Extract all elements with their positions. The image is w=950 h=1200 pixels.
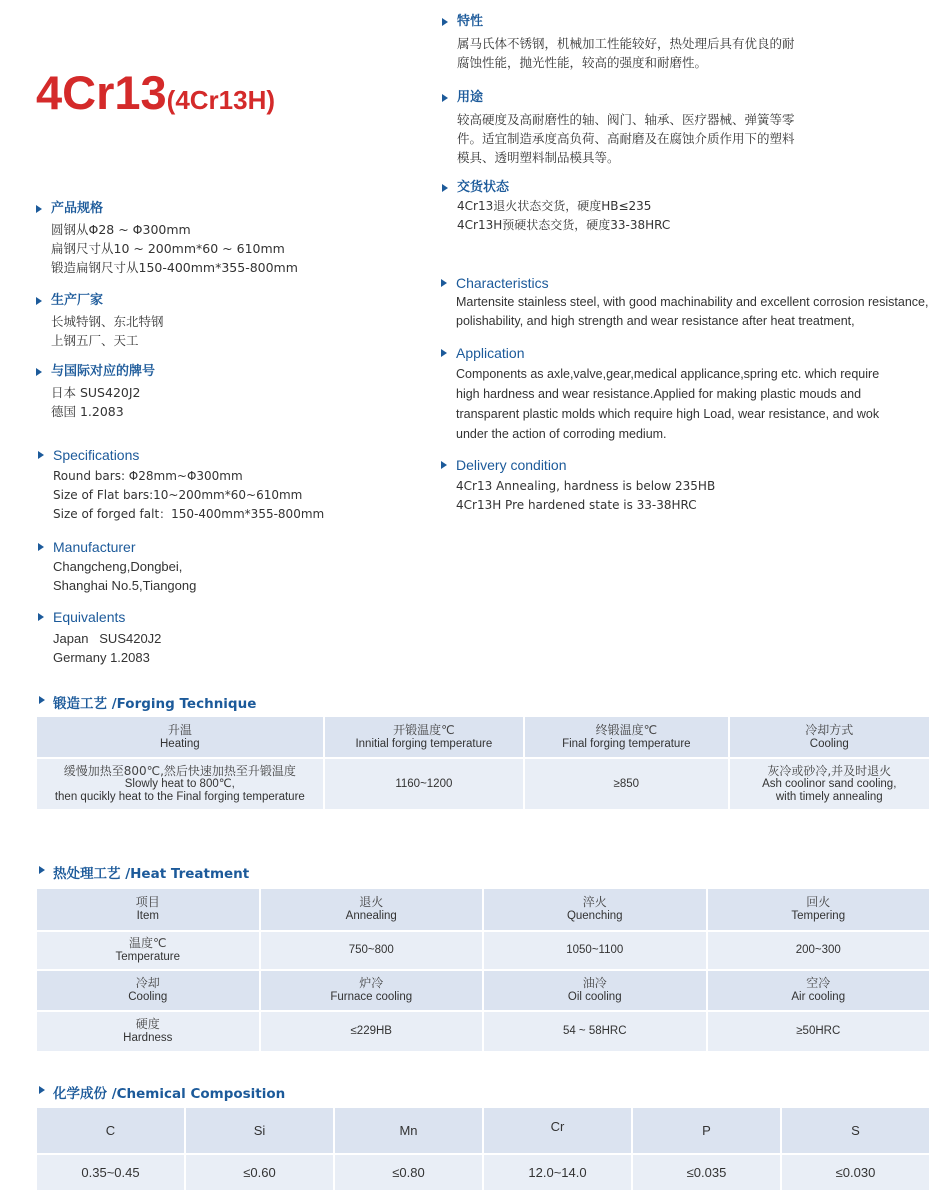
heat-cell: ≥50HRC [708, 1012, 930, 1051]
heat-cell [37, 932, 259, 969]
en-equiv-heading: Equivalents [36, 608, 161, 626]
cell-cn: 温度℃ [129, 936, 167, 950]
cell-en: then qucikly heat to the Final forging temperature [54, 790, 305, 803]
cell-en: Furnace cooling [330, 991, 413, 1003]
cn-equiv-heading: 与国际对应的牌号 [34, 363, 155, 381]
chem-value-cell: ≤0.80 [335, 1155, 482, 1190]
chem-element-cell: Mn [335, 1108, 482, 1153]
en-equiv-line: Japan SUS420J2 [53, 631, 162, 646]
heat-cell [37, 889, 259, 930]
heat-cell [484, 971, 706, 1010]
cell-en: Heating [160, 737, 200, 750]
cn-usage-line: 件。适宜制造承度高负荷、高耐磨及在腐蚀介质作用下的塑料 [457, 131, 795, 146]
chem-value-cell: 12.0~14.0 [484, 1155, 631, 1190]
cell-en: Temperature [115, 951, 181, 963]
en-specs-line: Size of Flat bars:10~200mm*60~610mm [53, 488, 303, 502]
cell-cn: 回火 [806, 895, 831, 909]
heat-cell [261, 889, 483, 930]
en-equiv-line: Germany 1.2083 [53, 650, 150, 665]
heat-cell [37, 971, 259, 1010]
cn-maker-heading: 生产厂家 [34, 292, 164, 310]
forging-head-cell [37, 717, 323, 757]
en-specs-section [36, 446, 324, 524]
cell-cn: 灰冷或砂冷,并及时退火 [767, 763, 892, 778]
en-delivery-heading: Delivery condition [439, 456, 715, 474]
cn-equiv-section [34, 363, 155, 421]
cell-cn: 硬度 [135, 1017, 160, 1031]
en-specs-heading: Specifications [36, 446, 324, 464]
cell-cn: 升温 [167, 722, 192, 737]
forging-head-cell [325, 717, 523, 757]
cell-en: with timely annealing [775, 790, 883, 803]
en-delivery-line: 4Cr13H Pre hardened state is 33-38HRC [456, 498, 697, 512]
chem-element-row [37, 1108, 929, 1153]
forging-header-row [37, 717, 929, 757]
heat-cell [484, 889, 706, 930]
heat-row [37, 932, 929, 969]
cn-specs-line: 扁钢尺寸从10 ~ 200mm*60 ~ 610mm [51, 241, 285, 256]
cn-properties-line: 属马氏体不锈钢，机械加工性能较好，热处理后具有优良的耐 [457, 36, 795, 51]
heat-row [37, 1012, 929, 1051]
en-maker-line: Shanghai No.5,Tiangong [53, 578, 197, 593]
chem-element-cell: C [37, 1108, 184, 1153]
forging-cell: 1160~1200 [325, 759, 523, 809]
cell-en: Cooling [128, 991, 168, 1003]
forging-cell [730, 759, 929, 809]
forging-heading: 锻造工艺 /Forging Technique [36, 692, 256, 712]
cell-cn: 空冷 [806, 976, 831, 990]
cell-cn: 冷却方式 [805, 722, 854, 737]
cell-en: Innitial forging temperature [355, 737, 493, 750]
cell-en: Ash coolinor sand cooling, [762, 777, 897, 790]
cell-cn: 炉冷 [359, 976, 384, 990]
cell-en: Oil cooling [567, 991, 622, 1003]
heat-row [37, 971, 929, 1010]
heat-cell: 750~800 [261, 932, 483, 969]
cell-cn: 缓慢加热至800℃,然后快速加热至升锻温度 [63, 763, 296, 778]
cn-properties-line: 腐蚀性能，抛光性能，较高的强度和耐磨性。 [457, 55, 708, 70]
chem-value-cell: ≤0.030 [782, 1155, 929, 1190]
heat-cell [261, 971, 483, 1010]
cell-en: Final forging temperature [562, 737, 691, 750]
heat-heading: 热处理工艺 /Heat Treatment [36, 862, 249, 882]
chem-heading: 化学成份 /Chemical Composition [36, 1082, 285, 1102]
grade-main: 4Cr13 [36, 66, 167, 119]
cell-cn: 开锻温度℃ [393, 722, 455, 737]
cn-maker-line: 长城特钢、东北特钢 [51, 314, 164, 329]
chem-element-cell: P [633, 1108, 780, 1153]
cn-specs-line: 圆钢从Φ28 ~ Φ300mm [51, 222, 191, 237]
en-delivery-line: 4Cr13 Annealing, hardness is below 235HB [456, 479, 716, 493]
cn-specs-section [34, 200, 298, 277]
forging-table [35, 715, 931, 811]
grade-title [36, 66, 275, 127]
chem-element-cell: Cr [484, 1108, 631, 1153]
cell-en: Hardness [123, 1032, 173, 1044]
cell-cn: 终锻温度℃ [595, 722, 658, 737]
grade-sub: (4Cr13H) [166, 85, 276, 115]
cn-usage-line: 较高硬度及高耐磨性的轴、阀门、轴承、医疗器械、弹簧等零 [457, 112, 795, 127]
cn-delivery-line: 4Cr13退火状态交货，硬度HB≤235 [457, 199, 652, 213]
en-application-section [439, 344, 909, 444]
en-maker-line: Changcheng,Dongbei, [53, 559, 183, 574]
cn-delivery-heading: 交货状态 [440, 179, 670, 197]
cell-cn: 油冷 [582, 976, 607, 990]
cn-delivery-line: 4Cr13H预硬状态交货，硬度33-38HRC [457, 218, 671, 232]
cn-maker-section [34, 292, 164, 350]
heat-cell [708, 889, 930, 930]
cn-properties-section [440, 13, 795, 72]
heat-row [37, 889, 929, 930]
cn-usage-section [440, 89, 795, 167]
cell-cn: 冷却 [135, 976, 160, 990]
chem-table [35, 1106, 931, 1192]
cell-cn: 淬火 [582, 895, 607, 909]
cn-maker-line: 上钢五厂、天工 [51, 333, 139, 348]
cell-en: Annealing [345, 910, 397, 922]
heat-cell [708, 971, 930, 1010]
heat-cell: 54 ~ 58HRC [484, 1012, 706, 1051]
en-specs-line: Round bars: Φ28mm~Φ300mm [53, 469, 243, 483]
en-delivery-section [439, 456, 715, 515]
cn-equiv-line: 日本 SUS420J2 [51, 385, 141, 400]
chem-element-cell: S [782, 1108, 929, 1153]
cn-usage-line: 模具、透明塑料制品模具等。 [457, 150, 620, 165]
cn-usage-heading: 用途 [440, 89, 795, 107]
cell-en: Tempering [791, 910, 846, 922]
heat-cell: 1050~1100 [484, 932, 706, 969]
en-characteristics-line: polishability, and high strength and wear resistance after heat treatment, [456, 314, 855, 328]
heat-table [35, 887, 931, 1053]
chem-value-row [37, 1155, 929, 1190]
chem-element-cell: Si [186, 1108, 333, 1153]
cn-specs-heading: 产品规格 [34, 200, 298, 218]
heat-cell: 200~300 [708, 932, 930, 969]
cell-en: Item [136, 910, 159, 922]
cell-en: Quenching [566, 910, 623, 922]
forging-data-row [37, 759, 929, 809]
en-specs-line: Size of forged falt：150-400mm*355-800mm [53, 507, 325, 521]
cell-cn: 退火 [359, 895, 384, 909]
en-characteristics-section [439, 274, 929, 331]
cn-equiv-line: 德国 1.2083 [51, 404, 124, 419]
en-application-heading: Application [439, 344, 909, 362]
en-maker-section [36, 538, 196, 595]
chem-value-cell: ≤0.035 [633, 1155, 780, 1190]
en-equiv-section [36, 608, 161, 667]
forging-cell: ≥850 [525, 759, 727, 809]
chem-value-cell: ≤0.60 [186, 1155, 333, 1190]
cell-cn: 项目 [135, 895, 160, 909]
en-application-line: Components as axle,valve,gear,medical applicance,spring etc. which require [456, 367, 880, 381]
en-application-line: under the action of corroding medium. [456, 427, 667, 441]
heat-cell: ≤229HB [261, 1012, 483, 1051]
en-application-line: high hardness and wear resistance.Applied for making plastic mouds and [456, 387, 862, 401]
chem-value-cell: 0.35~0.45 [37, 1155, 184, 1190]
heat-cell [37, 1012, 259, 1051]
forging-head-cell [525, 717, 727, 757]
forging-head-cell [730, 717, 929, 757]
en-application-line: transparent plastic molds which require high Load, wear resistance, and wok [456, 407, 880, 421]
en-characteristics-line: Martensite stainless steel, with good machinability and excellent corrosion resistance, [456, 295, 929, 309]
en-characteristics-heading: Characteristics [439, 274, 909, 292]
cell-en: Air cooling [791, 991, 846, 1003]
cell-en: Cooling [809, 737, 849, 750]
en-maker-heading: Manufacturer [36, 538, 196, 556]
cn-delivery-section [440, 179, 670, 235]
cell-en: Slowly heat to 800℃, [124, 777, 235, 790]
cn-specs-line: 锻造扁钢尺寸从150-400mm*355-800mm [51, 260, 298, 275]
cn-properties-heading: 特性 [440, 13, 795, 31]
forging-cell [37, 759, 323, 809]
